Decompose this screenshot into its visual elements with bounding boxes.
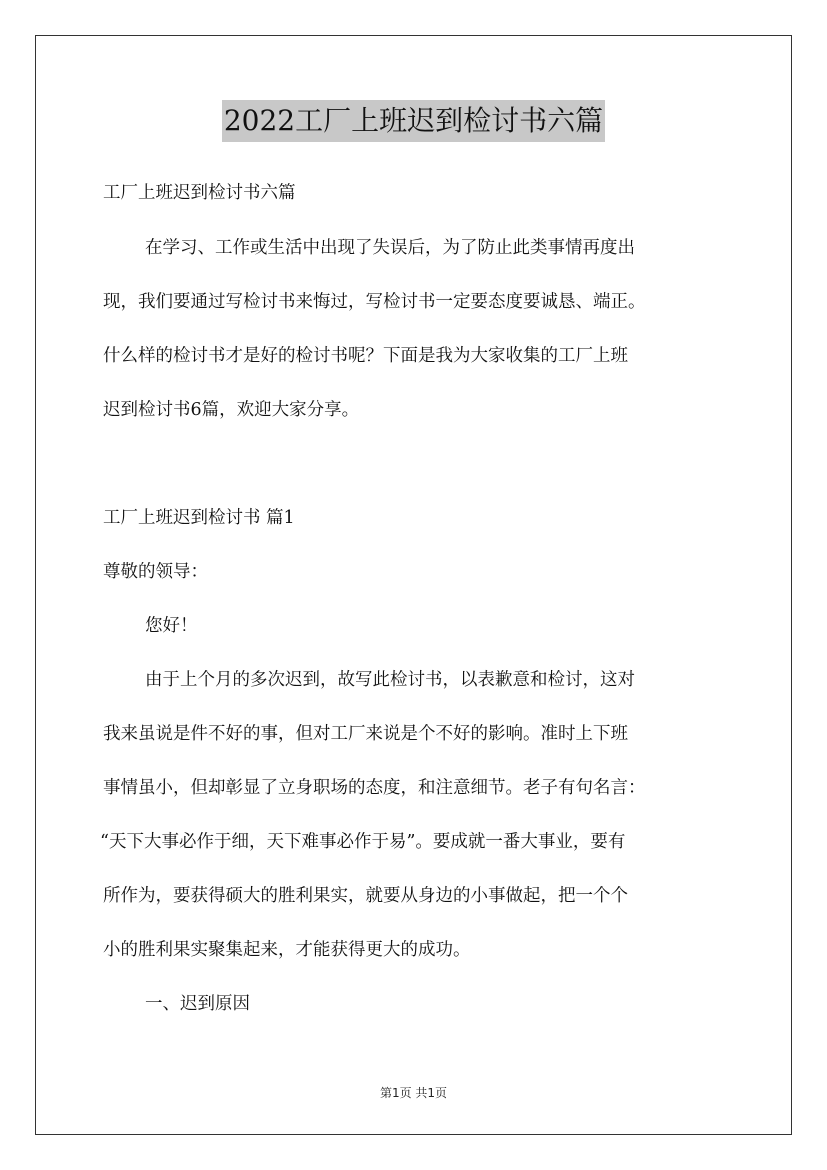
subtitle: 工厂上班迟到检讨书六篇 [103,183,296,203]
paragraph-line: 小的胜利果实聚集起来，才能获得更大的成功。 [103,940,471,960]
paragraph-line: 迟到检讨书6篇，欢迎大家分享。 [103,400,360,420]
page-number-footer: 第1页 共1页 [379,1086,448,1100]
section-heading: 一、迟到原因 [145,994,250,1014]
paragraph-line: 在学习、工作或生活中出现了失误后，为了防止此类事情再度出 [145,238,635,258]
section-heading: 工厂上班迟到检讨书 篇1 [103,508,295,528]
paragraph-line: 什么样的检讨书才是好的检讨书呢？下面是我为大家收集的工厂上班 [103,346,628,366]
paragraph-line: “天下大事必作于细，天下难事必作于易”。要成就一番大事业，要有 [100,832,626,852]
paragraph-line: 现，我们要通过写检讨书来悔过，写检讨书一定要态度要诚恳、端正。 [103,292,646,312]
salutation: 尊敬的领导： [103,562,208,582]
paragraph-line: 所作为，要获得硕大的胜利果实，就要从身边的小事做起，把一个个 [103,886,628,906]
greeting: 您好！ [145,616,198,636]
paragraph-line: 由于上个月的多次迟到，故写此检讨书，以表歉意和检讨，这对 [145,670,635,690]
title-container [0,100,827,142]
document-title: 2022工厂上班迟到检讨书六篇 [222,100,605,142]
paragraph-line: 我来虽说是件不好的事，但对工厂来说是个不好的影响。准时上下班 [103,724,628,744]
paragraph-line: 事情虽小，但却彰显了立身职场的态度，和注意细节。老子有句名言： [103,778,646,798]
